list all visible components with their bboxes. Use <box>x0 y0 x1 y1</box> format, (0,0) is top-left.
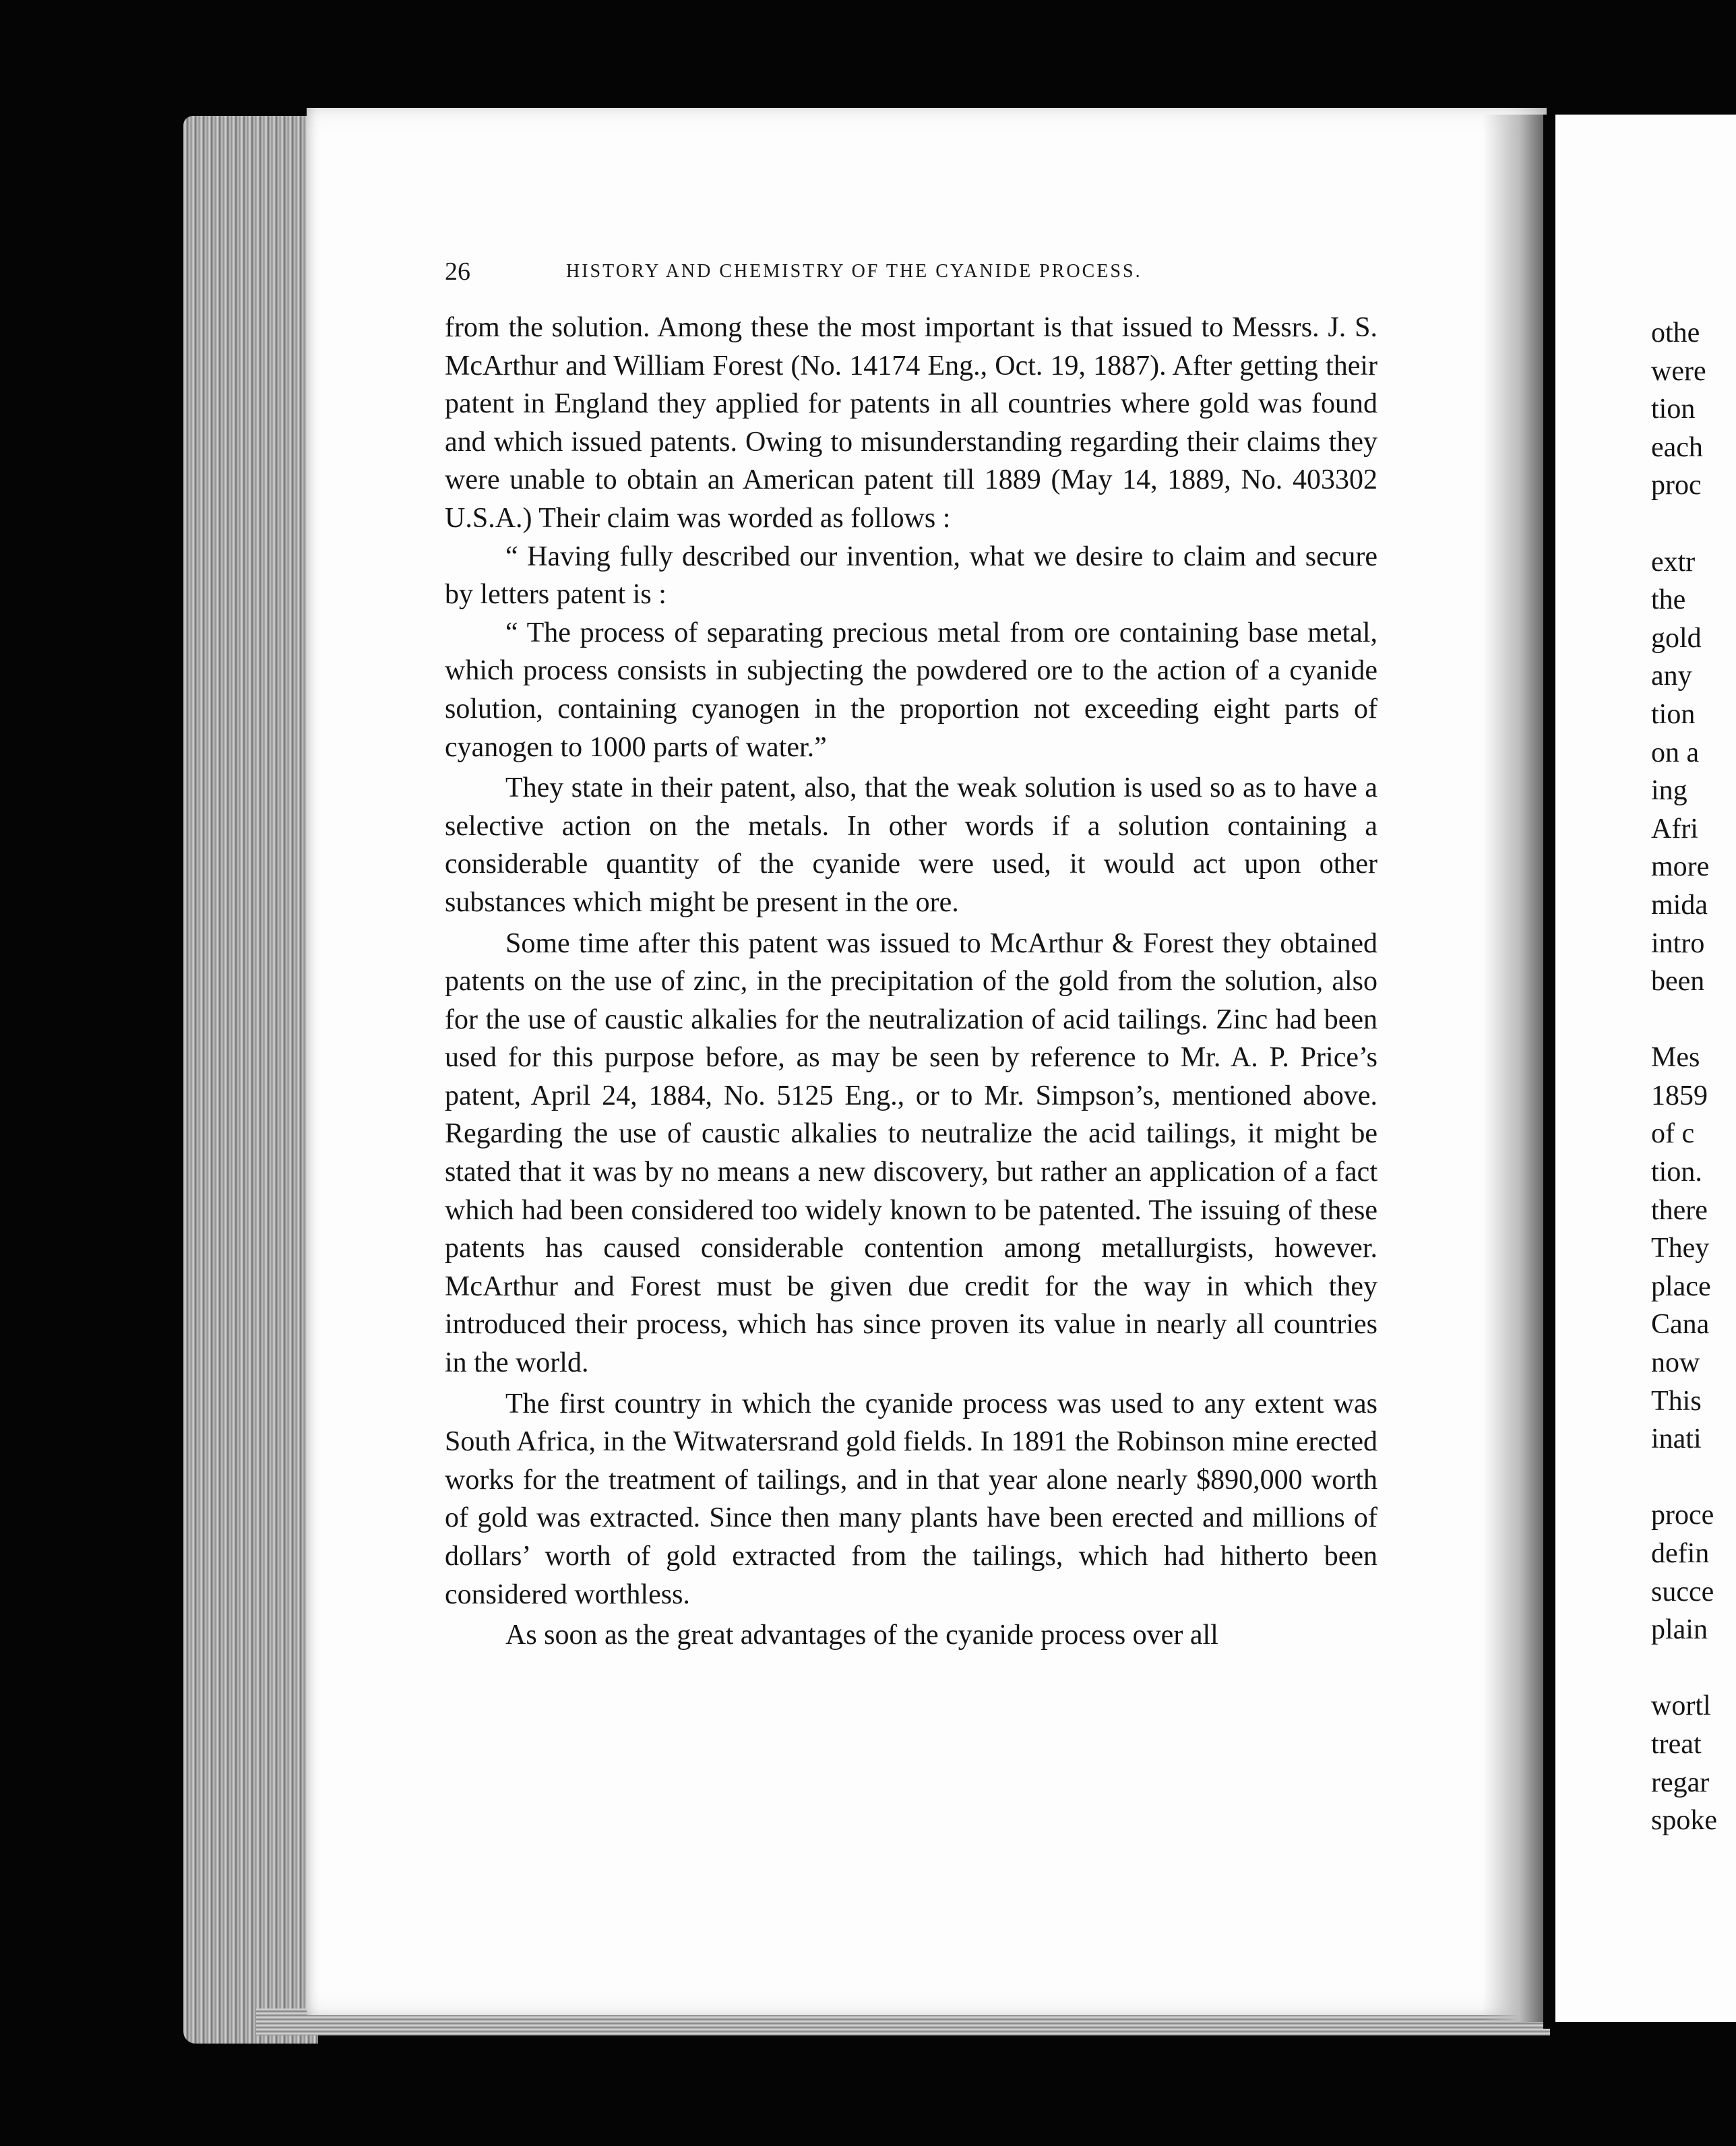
right-page-line-fragment: place <box>1651 1270 1711 1302</box>
right-page-line-fragment: proc <box>1651 470 1702 501</box>
right-page-line-fragment: each <box>1651 431 1703 463</box>
right-page-line-fragment: intro <box>1651 927 1705 959</box>
right-page-line-fragment: extr <box>1651 546 1696 578</box>
right-page-line-fragment: spoke <box>1651 1805 1717 1837</box>
right-page-line-fragment: treat <box>1651 1728 1702 1760</box>
right-page-line-fragment: any <box>1651 661 1692 692</box>
right-page-line-fragment: been <box>1651 966 1705 998</box>
book-spine <box>1543 115 1555 2029</box>
right-page-line-fragment: more <box>1651 851 1710 883</box>
right-page-text <box>1651 314 1736 1840</box>
right-page-line-fragment: tion <box>1651 394 1696 425</box>
right-page <box>1555 115 1736 2022</box>
right-page-line-fragment: of c <box>1651 1118 1695 1150</box>
right-page-line-fragment: tion. <box>1651 1157 1702 1188</box>
body-text <box>445 309 1377 1655</box>
right-page-line-fragment: there <box>1651 1194 1708 1226</box>
right-page-line-fragment: regar <box>1651 1767 1710 1798</box>
right-page-line-fragment: Cana <box>1651 1309 1710 1341</box>
right-page-line-fragment: gold <box>1651 622 1702 654</box>
paragraph: “ The process of separating precious metal from ore containing base metal, which process consists in subjecting the powdered ore to the action of a cyanide solution, containing cyanogen in the proportion not exceeding eight parts of cyanogen to 1000 parts of water.” <box>445 617 1377 763</box>
right-page-line-fragment: the <box>1651 584 1686 616</box>
right-page-line-fragment: defin <box>1651 1538 1710 1569</box>
right-page-line-fragment: plain <box>1651 1614 1708 1646</box>
right-page-line-fragment <box>1651 1649 1736 1688</box>
page-edges-left <box>183 116 318 2044</box>
right-page-line-fragment <box>1651 505 1736 543</box>
right-page-line-fragment <box>1651 1001 1736 1039</box>
right-page-line-fragment: Afri <box>1651 813 1698 845</box>
right-page-line-fragment: wortl <box>1651 1690 1711 1722</box>
right-page-line-fragment: This <box>1651 1385 1702 1417</box>
right-page-line-fragment: were <box>1651 355 1706 387</box>
right-page-line-fragment: They <box>1651 1233 1710 1264</box>
paragraph: They state in their patent, also, that the weak solution is used so as to have a selective action on the metals. In other words if a solution containing a considerable quantity of the cyanide were used, it would act upon other substances which might be present in the ore. <box>445 772 1377 918</box>
paragraph: Some time after this patent was issued to McArthur & Forest they obtained patents on the use of zinc, in the precipitation of the gold from the solution, also for the use of caustic alkalies for the neutralization of acid tailings. Zinc had been used for this purpose before, as may be seen by reference to Mr. A. P. Price’s patent, April 24, 1884, No. 5125 Eng., or to Mr. Simpson’s, mentioned above. Regarding the use of caustic alkalies to neutralize the acid tailings, it might be stated that it was by no means a new discovery, but rather an application of a fact which had been considered too widely known to be patented. The issuing of these patents has caused considerable contention among metallurgists, however. McArthur and Forest must be given due credit for the way in which they introduced their process, which has since proven its value in nearly all countries in the world. <box>445 927 1377 1379</box>
paragraph: from the solution. Among these the most important is that issued to Messrs. J. S. McArthur and William Forest (No. 14174 Eng., Oct. 19, 1887). After getting their patent in England they applied for patents in all countries where gold was found and which issued patents. Owing to misunderstanding regarding their claims they were unable to obtain an American patent till 1889 (May 14, 1889, No. 403302 U.S.A.) Their claim was worded as follows : <box>445 312 1377 534</box>
running-head-title: HISTORY AND CHEMISTRY OF THE CYANIDE PROCESS. <box>566 261 1142 282</box>
right-page-line-fragment: Mes <box>1651 1042 1700 1074</box>
right-page-line-fragment: succe <box>1651 1576 1714 1607</box>
right-page-line-fragment: proce <box>1651 1500 1714 1531</box>
paragraph: “ Having fully described our invention, what we desire to claim and secure by letters patent is : <box>445 541 1377 611</box>
page-number: 26 <box>445 257 470 286</box>
right-page-line-fragment: inati <box>1651 1423 1702 1455</box>
right-page-line-fragment: 1859 <box>1651 1080 1708 1111</box>
right-page-line-fragment <box>1651 1459 1736 1497</box>
right-page-line-fragment: mida <box>1651 889 1708 921</box>
book-gutter-shadow <box>1483 115 1543 2022</box>
right-page-line-fragment: ing <box>1651 775 1687 807</box>
paragraph: As soon as the great advantages of the cyanide process over all <box>505 1620 1218 1651</box>
paragraph: The first country in which the cyanide process was used to any extent was South Africa, in the Witwatersrand gold fields. In 1891 the Robinson mine erected works for the treatment of tailings, and in that year alone nearly $890,000 worth of gold was extracted. Since then many plants have been erected and millions of dollars’ worth of gold extracted from the tailings, which had hitherto been considered worthless. <box>445 1388 1377 1610</box>
right-page-line-fragment: on a <box>1651 737 1700 768</box>
running-head <box>445 255 1375 288</box>
right-page-line-fragment: tion <box>1651 698 1696 730</box>
right-page-line-fragment: othe <box>1651 317 1700 348</box>
right-page-line-fragment: now <box>1651 1347 1700 1379</box>
